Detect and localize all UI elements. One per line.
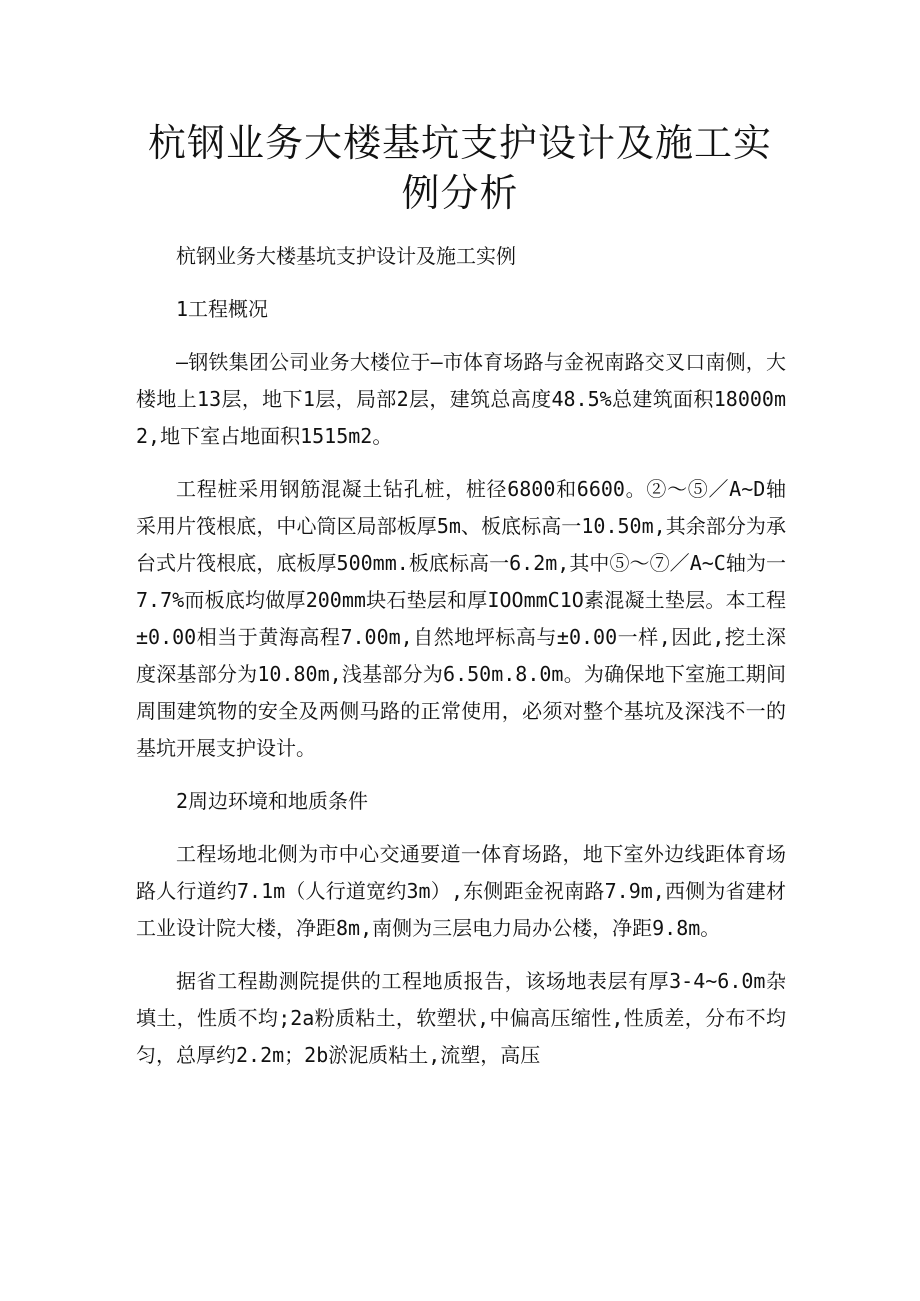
paragraph: 据省工程勘测院提供的工程地质报告，该场地表层有厚3-4~6.0m杂填土，性质不均;2a粉质粘土，软塑状,中偏高压缩性,性质差，分布不均匀，总厚约2.2m；2b淤泥质粘土,流塑，高压 (136, 969, 786, 1067)
paragraph: —钢铁集团公司业务大楼位于—市体育场路与金祝南路交叉口南侧，大楼地上13层，地下1层，局部2层，建筑总高度48.5%总建筑面积18000m2,地下室占地面积1515m2。 (136, 350, 786, 448)
paragraph: 工程场地北侧为市中心交通要道一体育场路，地下室外边线距体育场路人行道约7.1m（人行道宽约3m）,东侧距金祝南路7.9m,西侧为省建材工业设计院大楼，净距8m,南侧为三层电力局办公楼，净距9.8m。 (136, 842, 786, 940)
document-body (136, 238, 786, 1090)
paragraph: 工程桩采用钢筋混凝土钻孔桩，桩径6800和6600。②～⑤／A~D轴采用片筏根底，中心筒区局部板厚5m、板底标高一10.50m,其余部分为承台式片筏根底，底板厚500mm.板底标高一6.2m,其中⑤～⑦／A~C轴为一7.7%而板底均做厚200mm块石垫层和厚IOOmmC1O素混凝土垫层。本工程±0.00相当于黄海高程7.00m,自然地坪标高与±0.00一样,因此,挖土深度深基部分为10.80m,浅基部分为6.50m.8.0m。为确保地下室施工期间周围建筑物的安全及两侧马路的正常使用，必须对整个基坑及深浅不一的基坑开展支护设计。 (136, 477, 786, 760)
document-subtitle: 杭钢业务大楼基坑支护设计及施工实例 (176, 244, 516, 268)
section-heading: 2周边环境和地质条件 (176, 789, 369, 813)
document-title: 杭钢业务大楼基坑支护设计及施工实例分析 (147, 121, 772, 215)
section-heading: 1工程概况 (176, 297, 269, 321)
